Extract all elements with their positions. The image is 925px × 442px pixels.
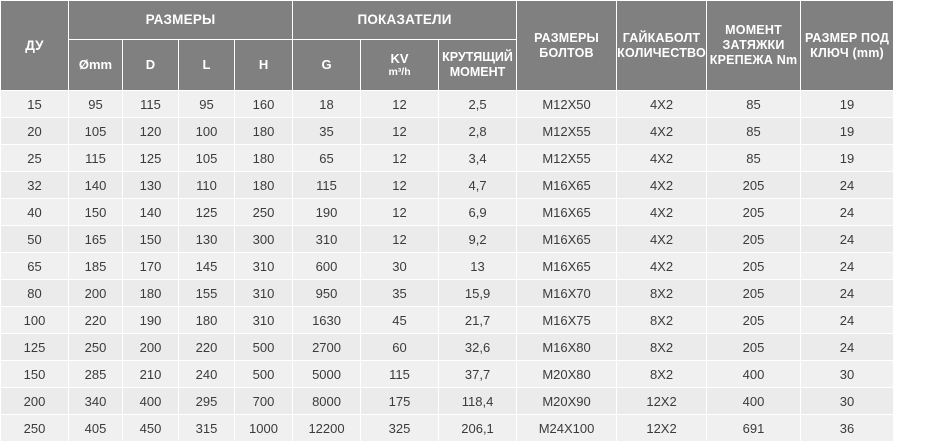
cell-wrench-size: 24 — [801, 253, 894, 280]
cell-g: 500 — [235, 361, 293, 388]
cell-h: 180 — [179, 307, 235, 334]
cell-du: 65 — [1, 253, 69, 280]
cell-d: 405 — [69, 415, 123, 442]
cell-bolt-count: 4X2 — [617, 145, 707, 172]
cell-kv: 18 — [293, 91, 361, 118]
cell-tightening-torque: 205 — [707, 334, 801, 361]
cell-h: 110 — [179, 172, 235, 199]
header-tightening-torque: МОМЕНТ ЗАТЯЖКИ КРЕПЕЖА Nm — [707, 1, 801, 91]
cell-weight: 2,5 — [439, 91, 517, 118]
cell-kv: 8000 — [293, 388, 361, 415]
cell-torque: 175 — [361, 388, 439, 415]
cell-wrench-size: 36 — [801, 415, 894, 442]
cell-tightening-torque: 205 — [707, 253, 801, 280]
table-body — [1, 91, 894, 442]
cell-h: 155 — [179, 280, 235, 307]
cell-g: 500 — [235, 334, 293, 361]
cell-g: 180 — [235, 172, 293, 199]
table-row — [1, 172, 894, 199]
cell-kv: 35 — [293, 118, 361, 145]
cell-h: 220 — [179, 334, 235, 361]
cell-wrench-size: 19 — [801, 118, 894, 145]
cell-h: 100 — [179, 118, 235, 145]
table-row — [1, 415, 894, 442]
cell-l: 210 — [123, 361, 179, 388]
cell-kv: 12200 — [293, 415, 361, 442]
cell-bolt-size: M12X50 — [517, 91, 617, 118]
subheader-kv-unit: m³/h — [388, 65, 411, 78]
cell-d: 200 — [69, 280, 123, 307]
cell-h: 145 — [179, 253, 235, 280]
cell-du: 125 — [1, 334, 69, 361]
cell-weight: 118,4 — [439, 388, 517, 415]
subheader-diameter: Ømm — [69, 40, 123, 91]
cell-g: 310 — [235, 280, 293, 307]
header-indicators: ПОКАЗАТЕЛИ — [293, 1, 517, 40]
cell-tightening-torque: 691 — [707, 415, 801, 442]
table-row — [1, 388, 894, 415]
cell-d: 220 — [69, 307, 123, 334]
cell-bolt-size: M20X90 — [517, 388, 617, 415]
cell-tightening-torque: 205 — [707, 307, 801, 334]
cell-weight: 6,9 — [439, 199, 517, 226]
header-sub-row: Ømm D L H G KV m³/h КРУТЯЩИЙ МОМЕНТ ВЕС/КГ — [1, 40, 894, 91]
cell-bolt-size: M16X65 — [517, 226, 617, 253]
cell-wrench-size: 24 — [801, 199, 894, 226]
table-header — [1, 1, 925, 91]
cell-d: 340 — [69, 388, 123, 415]
cell-l: 115 — [123, 91, 179, 118]
cell-g: 1000 — [235, 415, 293, 442]
cell-bolt-count: 8X2 — [617, 280, 707, 307]
cell-wrench-size: 30 — [801, 388, 894, 415]
cell-weight: 4,7 — [439, 172, 517, 199]
cell-l: 190 — [123, 307, 179, 334]
cell-g: 300 — [235, 226, 293, 253]
cell-torque: 60 — [361, 334, 439, 361]
cell-wrench-size: 24 — [801, 307, 894, 334]
cell-du: 50 — [1, 226, 69, 253]
cell-du: 80 — [1, 280, 69, 307]
cell-weight: 9,2 — [439, 226, 517, 253]
cell-du: 20 — [1, 118, 69, 145]
subheader-kv-label: KV — [390, 50, 409, 66]
cell-weight: 15,9 — [439, 280, 517, 307]
cell-du: 25 — [1, 145, 69, 172]
cell-g: 700 — [235, 388, 293, 415]
header-nut-bolt-count: ГАЙКАБОЛТ КОЛИЧЕСТВО — [617, 1, 707, 91]
cell-bolt-count: 4X2 — [617, 199, 707, 226]
cell-g: 250 — [235, 199, 293, 226]
cell-h: 130 — [179, 226, 235, 253]
cell-tightening-torque: 85 — [707, 145, 801, 172]
cell-tightening-torque: 85 — [707, 91, 801, 118]
cell-kv: 190 — [293, 199, 361, 226]
subheader-h: H — [235, 40, 293, 91]
cell-bolt-size: M16X65 — [517, 172, 617, 199]
cell-bolt-size: M16X65 — [517, 253, 617, 280]
cell-wrench-size: 24 — [801, 172, 894, 199]
cell-bolt-size: M20X80 — [517, 361, 617, 388]
cell-bolt-count: 4X2 — [617, 172, 707, 199]
cell-l: 150 — [123, 226, 179, 253]
cell-du: 100 — [1, 307, 69, 334]
cell-bolt-size: M16X80 — [517, 334, 617, 361]
cell-torque: 12 — [361, 172, 439, 199]
cell-weight: 206,1 — [439, 415, 517, 442]
cell-bolt-count: 4X2 — [617, 226, 707, 253]
table-row — [1, 199, 894, 226]
cell-l: 180 — [123, 280, 179, 307]
cell-tightening-torque: 205 — [707, 226, 801, 253]
cell-kv: 115 — [293, 172, 361, 199]
cell-torque: 325 — [361, 415, 439, 442]
cell-bolt-count: 12X2 — [617, 388, 707, 415]
cell-bolt-size: M12X55 — [517, 145, 617, 172]
subheader-kv — [361, 40, 439, 91]
cell-d: 165 — [69, 226, 123, 253]
cell-h: 295 — [179, 388, 235, 415]
cell-bolt-count: 4X2 — [617, 91, 707, 118]
cell-kv: 65 — [293, 145, 361, 172]
cell-kv: 600 — [293, 253, 361, 280]
cell-h: 240 — [179, 361, 235, 388]
cell-l: 200 — [123, 334, 179, 361]
cell-weight: 21,7 — [439, 307, 517, 334]
cell-wrench-size: 30 — [801, 361, 894, 388]
table-row — [1, 118, 894, 145]
subheader-g: G — [293, 40, 361, 91]
cell-bolt-size: M16X70 — [517, 280, 617, 307]
table-row — [1, 307, 894, 334]
cell-tightening-torque: 205 — [707, 280, 801, 307]
cell-tightening-torque: 400 — [707, 361, 801, 388]
cell-wrench-size: 24 — [801, 334, 894, 361]
cell-wrench-size: 24 — [801, 280, 894, 307]
cell-tightening-torque: 400 — [707, 388, 801, 415]
cell-h: 105 — [179, 145, 235, 172]
cell-bolt-size: M16X75 — [517, 307, 617, 334]
subheader-d: D — [123, 40, 179, 91]
cell-torque: 35 — [361, 280, 439, 307]
cell-d: 140 — [69, 172, 123, 199]
table-row — [1, 361, 894, 388]
table-row — [1, 91, 894, 118]
cell-wrench-size: 24 — [801, 226, 894, 253]
cell-bolt-size: M24X100 — [517, 415, 617, 442]
cell-kv: 950 — [293, 280, 361, 307]
table-row — [1, 253, 894, 280]
cell-d: 115 — [69, 145, 123, 172]
cell-weight: 37,7 — [439, 361, 517, 388]
cell-du: 32 — [1, 172, 69, 199]
cell-h: 95 — [179, 91, 235, 118]
cell-d: 185 — [69, 253, 123, 280]
cell-kv: 5000 — [293, 361, 361, 388]
cell-kv: 2700 — [293, 334, 361, 361]
subheader-torque: КРУТЯЩИЙ МОМЕНТ — [439, 40, 517, 91]
cell-l: 450 — [123, 415, 179, 442]
cell-torque: 12 — [361, 226, 439, 253]
cell-d: 250 — [69, 334, 123, 361]
cell-l: 400 — [123, 388, 179, 415]
cell-g: 310 — [235, 307, 293, 334]
cell-du: 40 — [1, 199, 69, 226]
cell-l: 120 — [123, 118, 179, 145]
cell-h: 315 — [179, 415, 235, 442]
cell-du: 200 — [1, 388, 69, 415]
cell-weight: 13 — [439, 253, 517, 280]
cell-bolt-size: M16X65 — [517, 199, 617, 226]
cell-tightening-torque: 205 — [707, 172, 801, 199]
cell-torque: 45 — [361, 307, 439, 334]
cell-du: 150 — [1, 361, 69, 388]
cell-d: 95 — [69, 91, 123, 118]
cell-bolt-count: 8X2 — [617, 334, 707, 361]
header-dimensions: РАЗМЕРЫ — [69, 1, 293, 40]
header-bolt-sizes: РАЗМЕРЫ БОЛТОВ — [517, 1, 617, 91]
table-row — [1, 334, 894, 361]
table-row — [1, 280, 894, 307]
cell-kv: 1630 — [293, 307, 361, 334]
cell-d: 285 — [69, 361, 123, 388]
cell-wrench-size: 19 — [801, 145, 894, 172]
header-wrench-size: РАЗМЕР ПОД КЛЮЧ (mm) — [801, 1, 894, 91]
cell-bolt-count: 8X2 — [617, 361, 707, 388]
cell-du: 15 — [1, 91, 69, 118]
cell-tightening-torque: 85 — [707, 118, 801, 145]
cell-l: 125 — [123, 145, 179, 172]
cell-wrench-size: 19 — [801, 91, 894, 118]
subheader-l: L — [179, 40, 235, 91]
table-row — [1, 145, 894, 172]
cell-h: 125 — [179, 199, 235, 226]
cell-l: 130 — [123, 172, 179, 199]
cell-torque: 30 — [361, 253, 439, 280]
cell-torque: 115 — [361, 361, 439, 388]
cell-l: 170 — [123, 253, 179, 280]
cell-weight: 3,4 — [439, 145, 517, 172]
cell-g: 180 — [235, 145, 293, 172]
cell-g: 160 — [235, 91, 293, 118]
cell-tightening-torque: 205 — [707, 199, 801, 226]
cell-d: 150 — [69, 199, 123, 226]
cell-kv: 310 — [293, 226, 361, 253]
cell-bolt-count: 4X2 — [617, 118, 707, 145]
cell-bolt-size: M12X55 — [517, 118, 617, 145]
cell-d: 105 — [69, 118, 123, 145]
cell-torque: 12 — [361, 91, 439, 118]
cell-g: 180 — [235, 118, 293, 145]
cell-torque: 12 — [361, 145, 439, 172]
header-du: ДУ — [1, 1, 69, 91]
header-group-row — [1, 1, 894, 40]
cell-torque: 12 — [361, 118, 439, 145]
cell-weight: 2,8 — [439, 118, 517, 145]
cell-du: 250 — [1, 415, 69, 442]
cell-bolt-count: 4X2 — [617, 253, 707, 280]
table-row — [1, 226, 894, 253]
cell-g: 310 — [235, 253, 293, 280]
cell-bolt-count: 12X2 — [617, 415, 707, 442]
cell-l: 140 — [123, 199, 179, 226]
cell-weight: 32,6 — [439, 334, 517, 361]
cell-bolt-count: 8X2 — [617, 307, 707, 334]
cell-torque: 12 — [361, 199, 439, 226]
